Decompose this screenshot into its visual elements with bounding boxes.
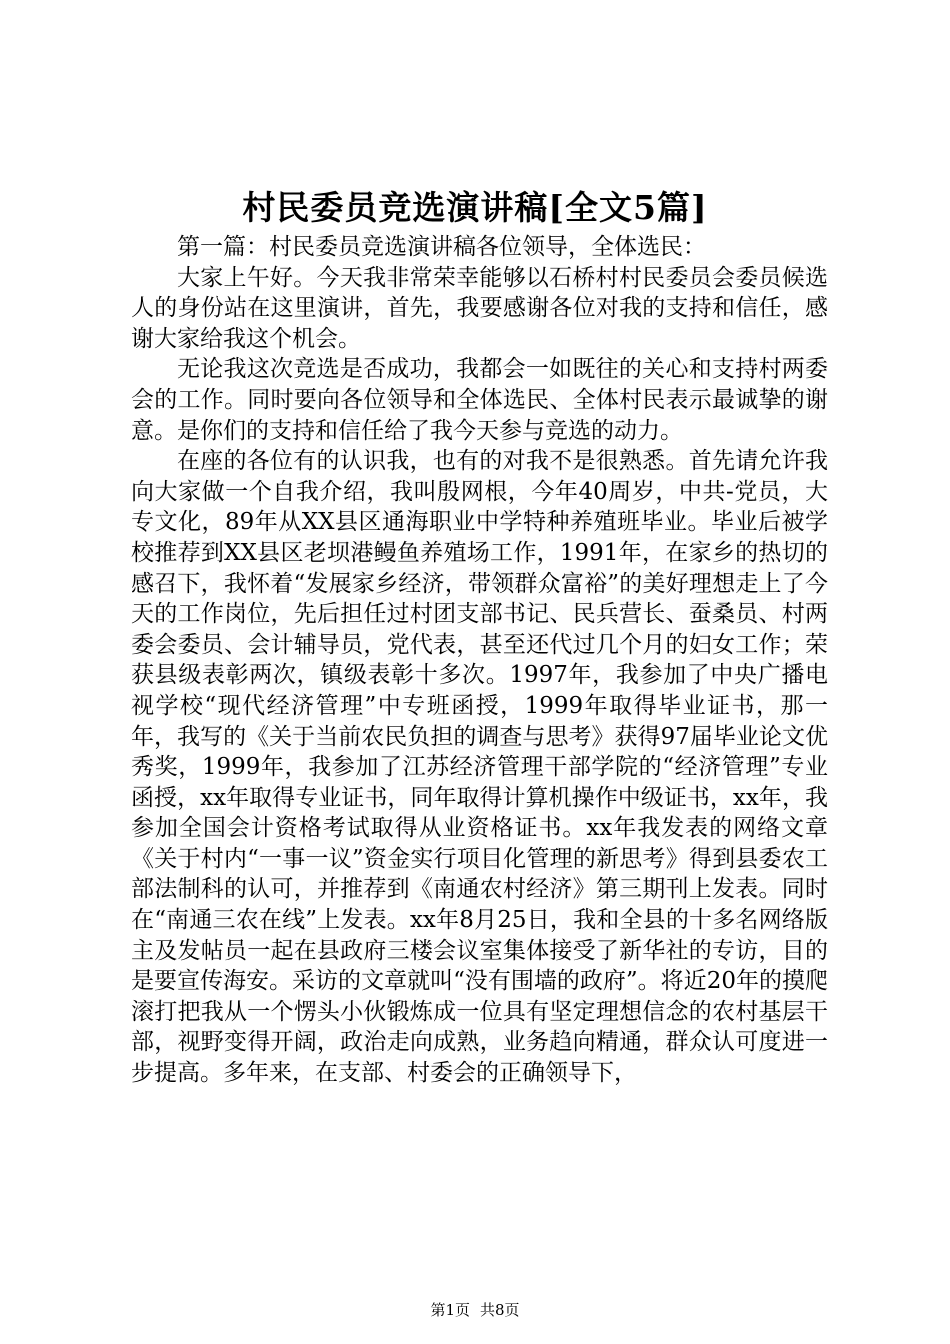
document-body: [131, 232, 828, 1089]
page-total: 共8页: [480, 1301, 520, 1319]
paragraph: 无论我这次竞选是否成功，我都会一如既往的关心和支持村两委会的工作。同时要向各位领导和全体选民、全体村民表示最诚挚的谢意。是你们的支持和信任给了我今天参与竞选的动力。: [131, 356, 828, 444]
paragraph-heading: 第一篇：村民委员竞选演讲稿各位领导，全体选民：: [177, 234, 706, 260]
document-title: 村民委员竞选演讲稿[全文5篇]: [242, 188, 708, 227]
paragraph: 大家上午好。今天我非常荣幸能够以石桥村村民委员会委员候选人的身份站在这里演讲，首先，我要感谢各位对我的支持和信任，感谢大家给我这个机会。: [131, 264, 828, 352]
page-number: 第1页: [430, 1301, 470, 1319]
paragraph: 在座的各位有的认识我，也有的对我不是很熟悉。首先请允许我向大家做一个自我介绍，我叫殷网根，今年40周岁，中共-党员，大专文化，89年从XX县区通海职业中学特种养殖班毕业。毕业后被学校推荐到XX县区老坝港鳗鱼养殖场工作，1991年，在家乡的热切的感召下，我怀着“发展家乡经济，带领群众富裕”的美好理想走上了今天的工作岗位，先后担任过村团支部书记、民兵营长、蚕桑员、村两委会委员、会计辅导员，党代表，甚至还代过几个月的妇女工作；荣获县级表彰两次，镇级表彰十多次。1997年，我参加了中央广播电视学校“现代经济管理”中专班函授，1999年取得毕业证书，那一年，我写的《关于当前农民负担的调查与思考》获得97届毕业论文优秀奖，1999年，我参加了江苏经济管理干部学院的“经济管理”专业函授，xx年取得专业证书，同年取得计算机操作中级证书，xx年，我参加全国会计资格考试取得从业资格证书。xx年我发表的网络文章《关于村内“一事一议”资金实行项目化管理的新思考》得到县委农工部法制科的认可，并推荐到《南通农村经济》第三期刊上发表。同时在“南通三农在线”上发表。xx年8月25日，我和全县的十多名网络版主及发帖员一起在县政府三楼会议室集体接受了新华社的专访，目的是要宣传海安。采访的文章就叫“没有围墙的政府”。将近20年的摸爬滚打把我从一个愣头小伙锻炼成一位具有坚定理想信念的农村基层干部，视野变得开阔，政治走向成熟，业务趋向精通，群众认可度进一步提高。多年来，在支部、村委会的正确领导下，: [131, 448, 828, 1087]
page-footer: [0, 1300, 950, 1320]
